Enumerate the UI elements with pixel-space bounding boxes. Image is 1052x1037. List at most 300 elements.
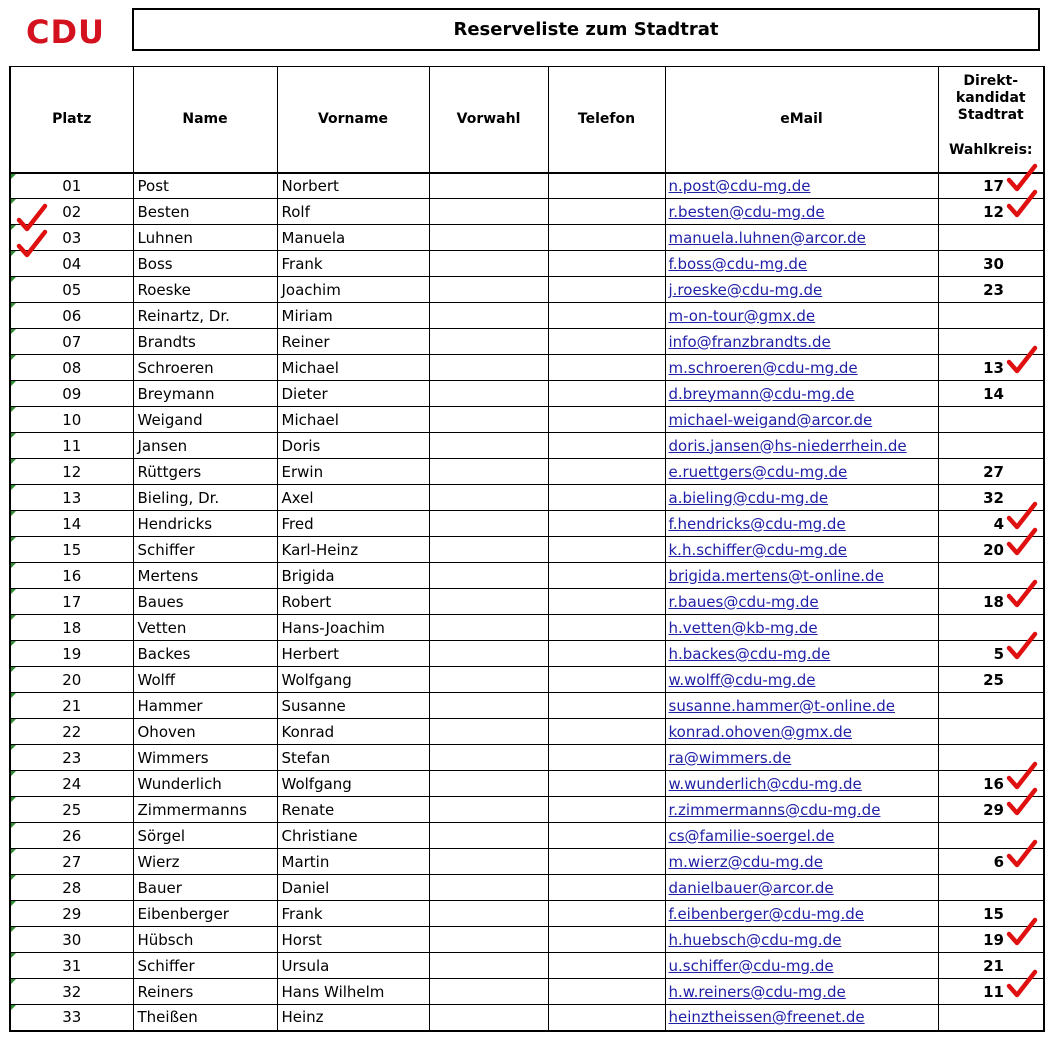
cell-platz: 28 <box>10 875 133 901</box>
cell-platz: 25 <box>10 797 133 823</box>
cell-telefon <box>548 953 665 979</box>
cell-vorname: Frank <box>277 901 429 927</box>
checkmark-stroke <box>1009 634 1035 657</box>
cell-vorwahl <box>429 875 548 901</box>
cell-name: Zimmermanns <box>133 797 277 823</box>
checkmark-icon <box>1006 579 1038 609</box>
cell-vorname: Wolfgang <box>277 667 429 693</box>
cell-name: Baues <box>133 589 277 615</box>
email-link[interactable]: heinztheissen@freenet.de <box>668 1008 865 1027</box>
cell-platz: 30 <box>10 927 133 953</box>
checkmark-icon <box>1006 917 1038 947</box>
cell-email <box>665 849 938 875</box>
cell-vorname: Michael <box>277 355 429 381</box>
checkmark-icon <box>1006 527 1038 557</box>
cell-wahlkreis: 25 <box>938 667 1044 693</box>
email-link[interactable]: n.post@cdu-mg.de <box>668 176 811 195</box>
cell-email <box>665 537 938 563</box>
cell-telefon <box>548 277 665 303</box>
checkmark-stroke <box>1009 842 1035 865</box>
checkmark-stroke <box>1009 920 1035 943</box>
cell-platz: 05 <box>10 277 133 303</box>
cell-vorwahl <box>429 199 548 225</box>
cell-email <box>665 693 938 719</box>
email-link[interactable]: h.backes@cdu-mg.de <box>668 644 831 663</box>
cell-telefon <box>548 355 665 381</box>
cell-name: Wimmers <box>133 745 277 771</box>
cell-email <box>665 667 938 693</box>
cell-name: Breymann <box>133 381 277 407</box>
header-vorname: Vorname <box>277 67 429 173</box>
header-vorwahl: Vorwahl <box>429 67 548 173</box>
cell-vorwahl <box>429 953 548 979</box>
table-row <box>10 433 1044 459</box>
cell-wahlkreis: 14 <box>938 381 1044 407</box>
table-row <box>10 979 1044 1005</box>
cell-platz: 23 <box>10 745 133 771</box>
cell-vorwahl <box>429 641 548 667</box>
cell-vorwahl <box>429 277 548 303</box>
cell-email <box>665 199 938 225</box>
checkmark-stroke <box>1009 530 1035 553</box>
table-row <box>10 693 1044 719</box>
cell-name: Wunderlich <box>133 771 277 797</box>
email-link[interactable]: w.wunderlich@cdu-mg.de <box>668 774 862 793</box>
cell-name: Reiners <box>133 979 277 1005</box>
cell-wahlkreis: 23 <box>938 277 1044 303</box>
cell-telefon <box>548 199 665 225</box>
cell-vorwahl <box>429 303 548 329</box>
cell-vorname: Rolf <box>277 199 429 225</box>
table-row <box>10 641 1044 667</box>
cell-telefon <box>548 745 665 771</box>
cell-wahlkreis: 17 <box>938 173 1044 199</box>
cell-email <box>665 875 938 901</box>
cell-vorwahl <box>429 693 548 719</box>
cdu-logo: CDU <box>26 13 106 51</box>
cell-telefon <box>548 459 665 485</box>
cell-vorname: Susanne <box>277 693 429 719</box>
header-wahlkreis: Wahlkreis: <box>948 142 1033 158</box>
cell-telefon <box>548 615 665 641</box>
email-link[interactable]: manuela.luhnen@arcor.de <box>668 228 866 247</box>
email-link[interactable]: ra@wimmers.de <box>668 748 792 767</box>
email-link[interactable]: m.schroeren@cdu-mg.de <box>668 358 858 377</box>
cell-vorname: Fred <box>277 511 429 537</box>
cell-vorwahl <box>429 719 548 745</box>
cell-platz: 10 <box>10 407 133 433</box>
email-link[interactable]: w.wolff@cdu-mg.de <box>668 670 816 689</box>
header-name: Name <box>133 67 277 173</box>
table-row <box>10 173 1044 199</box>
cell-platz: 22 <box>10 719 133 745</box>
cell-email <box>665 979 938 1005</box>
table-header-row <box>10 67 1044 173</box>
cell-email <box>665 771 938 797</box>
cell-telefon <box>548 901 665 927</box>
cell-email <box>665 953 938 979</box>
email-link[interactable]: u.schiffer@cdu-mg.de <box>668 956 834 975</box>
cell-vorname: Axel <box>277 485 429 511</box>
cell-name: Jansen <box>133 433 277 459</box>
cell-wahlkreis: 18 <box>938 589 1044 615</box>
table-row <box>10 355 1044 381</box>
table-row <box>10 953 1044 979</box>
checkmark-icon <box>1006 787 1038 817</box>
cell-platz: 15 <box>10 537 133 563</box>
table-row <box>10 771 1044 797</box>
email-link[interactable]: cs@familie-soergel.de <box>668 826 835 845</box>
cell-name: Vetten <box>133 615 277 641</box>
cell-vorname: Stefan <box>277 745 429 771</box>
cell-telefon <box>548 797 665 823</box>
cell-vorname: Hans Wilhelm <box>277 979 429 1005</box>
table-row <box>10 459 1044 485</box>
cell-vorwahl <box>429 745 548 771</box>
cell-telefon <box>548 1005 665 1031</box>
table-row <box>10 615 1044 641</box>
table-row <box>10 511 1044 537</box>
cell-name: Schiffer <box>133 953 277 979</box>
cell-vorwahl <box>429 225 548 251</box>
cell-wahlkreis: 20 <box>938 537 1044 563</box>
cell-wahlkreis: 16 <box>938 771 1044 797</box>
email-link[interactable]: doris.jansen@hs-niederrhein.de <box>668 436 907 455</box>
email-link[interactable]: m.wierz@cdu-mg.de <box>668 852 823 871</box>
cell-vorname: Martin <box>277 849 429 875</box>
header-direkt-line2: kandidat <box>955 90 1026 106</box>
cell-name: Hendricks <box>133 511 277 537</box>
cell-telefon <box>548 511 665 537</box>
cell-name: Eibenberger <box>133 901 277 927</box>
cell-platz: 16 <box>10 563 133 589</box>
cell-wahlkreis <box>938 719 1044 745</box>
cell-vorwahl <box>429 459 548 485</box>
cell-wahlkreis: 19 <box>938 927 1044 953</box>
cell-platz: 33 <box>10 1005 133 1031</box>
cell-email <box>665 511 938 537</box>
cell-vorwahl <box>429 173 548 199</box>
cell-telefon <box>548 173 665 199</box>
cell-vorwahl <box>429 823 548 849</box>
cell-vorwahl <box>429 433 548 459</box>
cell-wahlkreis: 5 <box>938 641 1044 667</box>
cell-platz: 18 <box>10 615 133 641</box>
table-row <box>10 589 1044 615</box>
cell-vorname: Norbert <box>277 173 429 199</box>
email-link[interactable]: susanne.hammer@t-online.de <box>668 696 896 715</box>
cell-name: Schiffer <box>133 537 277 563</box>
cell-vorname: Horst <box>277 927 429 953</box>
cell-email <box>665 381 938 407</box>
table-row <box>10 823 1044 849</box>
cell-vorwahl <box>429 381 548 407</box>
cell-email <box>665 641 938 667</box>
cell-vorwahl <box>429 797 548 823</box>
cell-telefon <box>548 485 665 511</box>
cell-wahlkreis <box>938 875 1044 901</box>
cell-vorname: Joachim <box>277 277 429 303</box>
cell-email <box>665 277 938 303</box>
cell-wahlkreis: 27 <box>938 459 1044 485</box>
cell-vorname: Ursula <box>277 953 429 979</box>
cell-telefon <box>548 225 665 251</box>
cell-wahlkreis <box>938 693 1044 719</box>
cell-name: Weigand <box>133 407 277 433</box>
cell-name: Hammer <box>133 693 277 719</box>
cell-wahlkreis: 13 <box>938 355 1044 381</box>
header-platz: Platz <box>10 67 133 173</box>
reserve-list-table <box>9 66 1045 1032</box>
cell-platz: 14 <box>10 511 133 537</box>
cell-name: Post <box>133 173 277 199</box>
cell-platz: 07 <box>10 329 133 355</box>
email-link[interactable]: f.eibenberger@cdu-mg.de <box>668 904 865 923</box>
cell-vorname: Doris <box>277 433 429 459</box>
cell-vorwahl <box>429 849 548 875</box>
cell-vorwahl <box>429 329 548 355</box>
cell-name: Besten <box>133 199 277 225</box>
cell-telefon <box>548 329 665 355</box>
cell-telefon <box>548 927 665 953</box>
cell-vorwahl <box>429 563 548 589</box>
cell-email <box>665 901 938 927</box>
table-row <box>10 251 1044 277</box>
cell-email <box>665 173 938 199</box>
cell-email <box>665 745 938 771</box>
checkmark-icon <box>1006 631 1038 661</box>
cell-telefon <box>548 589 665 615</box>
table-row <box>10 901 1044 927</box>
cell-platz: 27 <box>10 849 133 875</box>
table-row <box>10 381 1044 407</box>
cell-telefon <box>548 771 665 797</box>
email-link[interactable]: brigida.mertens@t-online.de <box>668 566 884 585</box>
cell-wahlkreis: 15 <box>938 901 1044 927</box>
email-link[interactable]: h.huebsch@cdu-mg.de <box>668 930 842 949</box>
cell-name: Schroeren <box>133 355 277 381</box>
cell-telefon <box>548 875 665 901</box>
cell-email <box>665 225 938 251</box>
cell-telefon <box>548 979 665 1005</box>
email-link[interactable]: h.w.reiners@cdu-mg.de <box>668 982 846 1001</box>
checkmark-stroke <box>1009 790 1035 813</box>
email-link[interactable]: e.ruettgers@cdu-mg.de <box>668 462 848 481</box>
cell-platz: 32 <box>10 979 133 1005</box>
table-row <box>10 875 1044 901</box>
cell-vorname: Herbert <box>277 641 429 667</box>
cell-email <box>665 615 938 641</box>
cell-vorname: Robert <box>277 589 429 615</box>
cell-vorwahl <box>429 511 548 537</box>
email-link[interactable]: f.boss@cdu-mg.de <box>668 254 808 273</box>
table-row <box>10 719 1044 745</box>
cell-platz: 24 <box>10 771 133 797</box>
email-link[interactable]: michael-weigand@arcor.de <box>668 410 873 429</box>
table-row <box>10 563 1044 589</box>
cell-wahlkreis: 12 <box>938 199 1044 225</box>
cell-vorwahl <box>429 1005 548 1031</box>
cell-vorwahl <box>429 901 548 927</box>
cell-email <box>665 563 938 589</box>
cell-telefon <box>548 693 665 719</box>
cell-vorname: Dieter <box>277 381 429 407</box>
table-row <box>10 225 1044 251</box>
cell-email <box>665 433 938 459</box>
email-link[interactable]: konrad.ohoven@gmx.de <box>668 722 852 741</box>
cell-vorname: Renate <box>277 797 429 823</box>
cell-email <box>665 303 938 329</box>
cell-vorname: Manuela <box>277 225 429 251</box>
cell-name: Sörgel <box>133 823 277 849</box>
cell-vorwahl <box>429 251 548 277</box>
cell-email <box>665 797 938 823</box>
checkmark-icon <box>1006 189 1038 219</box>
cell-platz: 01 <box>10 173 133 199</box>
cell-vorname: Wolfgang <box>277 771 429 797</box>
cell-wahlkreis: 29 <box>938 797 1044 823</box>
email-link[interactable]: h.vetten@kb-mg.de <box>668 618 818 637</box>
table-row <box>10 1005 1044 1031</box>
cell-email <box>665 589 938 615</box>
checkmark-stroke <box>19 206 45 229</box>
cell-platz: 21 <box>10 693 133 719</box>
cell-wahlkreis <box>938 433 1044 459</box>
cell-email <box>665 719 938 745</box>
cell-name: Wierz <box>133 849 277 875</box>
table-row <box>10 199 1044 225</box>
header-direkt-line1: Direkt- <box>963 73 1019 89</box>
cell-vorname: Christiane <box>277 823 429 849</box>
cell-name: Boss <box>133 251 277 277</box>
table-row <box>10 277 1044 303</box>
table-row <box>10 537 1044 563</box>
cell-name: Bieling, Dr. <box>133 485 277 511</box>
cell-email <box>665 823 938 849</box>
cell-telefon <box>548 849 665 875</box>
cell-platz: 06 <box>10 303 133 329</box>
cell-wahlkreis: 11 <box>938 979 1044 1005</box>
cell-vorname: Heinz <box>277 1005 429 1031</box>
header-email: eMail <box>665 67 938 173</box>
cell-vorname: Konrad <box>277 719 429 745</box>
cell-email <box>665 251 938 277</box>
cell-vorwahl <box>429 927 548 953</box>
table-row <box>10 849 1044 875</box>
cell-platz: 04 <box>10 251 133 277</box>
email-link[interactable]: r.baues@cdu-mg.de <box>668 592 819 611</box>
cell-wahlkreis: 4 <box>938 511 1044 537</box>
cell-telefon <box>548 537 665 563</box>
checkmark-stroke <box>1009 972 1035 995</box>
cell-vorname: Frank <box>277 251 429 277</box>
cell-name: Bauer <box>133 875 277 901</box>
cell-name: Mertens <box>133 563 277 589</box>
cell-telefon <box>548 303 665 329</box>
cell-vorname: Erwin <box>277 459 429 485</box>
cell-email <box>665 1005 938 1031</box>
email-link[interactable]: r.besten@cdu-mg.de <box>668 202 825 221</box>
cell-platz: 12 <box>10 459 133 485</box>
cell-vorwahl <box>429 615 548 641</box>
table-row <box>10 667 1044 693</box>
cell-platz: 09 <box>10 381 133 407</box>
cell-wahlkreis: 6 <box>938 849 1044 875</box>
table-row <box>10 745 1044 771</box>
cell-name: Rüttgers <box>133 459 277 485</box>
table-row <box>10 485 1044 511</box>
cell-wahlkreis: 21 <box>938 953 1044 979</box>
cell-name: Wolff <box>133 667 277 693</box>
cell-name: Hübsch <box>133 927 277 953</box>
checkmark-stroke <box>1009 348 1035 371</box>
cell-email <box>665 927 938 953</box>
table-row <box>10 407 1044 433</box>
table-row <box>10 927 1044 953</box>
cell-vorname: Daniel <box>277 875 429 901</box>
cell-vorwahl <box>429 589 548 615</box>
cell-platz: 20 <box>10 667 133 693</box>
cell-wahlkreis: 32 <box>938 485 1044 511</box>
checkmark-icon <box>1006 345 1038 375</box>
cell-telefon <box>548 381 665 407</box>
email-link[interactable]: a.bieling@cdu-mg.de <box>668 488 829 507</box>
cell-wahlkreis <box>938 1005 1044 1031</box>
email-link[interactable]: info@franzbrandts.de <box>668 332 831 351</box>
cell-platz: 26 <box>10 823 133 849</box>
checkmark-stroke <box>1009 192 1035 215</box>
email-link[interactable]: f.hendricks@cdu-mg.de <box>668 514 846 533</box>
cell-platz: 11 <box>10 433 133 459</box>
checkmark-stroke <box>1009 764 1035 787</box>
cell-platz: 13 <box>10 485 133 511</box>
cell-platz: 31 <box>10 953 133 979</box>
cell-telefon <box>548 407 665 433</box>
cell-vorwahl <box>429 407 548 433</box>
cell-email <box>665 355 938 381</box>
checkmark-icon <box>1006 969 1038 999</box>
email-link[interactable]: j.roeske@cdu-mg.de <box>668 280 823 299</box>
cell-vorwahl <box>429 979 548 1005</box>
email-link[interactable]: danielbauer@arcor.de <box>668 878 834 897</box>
cell-vorwahl <box>429 667 548 693</box>
checkmark-stroke <box>19 232 45 255</box>
header-direktkandidat <box>938 67 1044 173</box>
cell-platz: 03 <box>10 225 133 251</box>
email-link[interactable]: m-on-tour@gmx.de <box>668 306 816 325</box>
email-link[interactable]: k.h.schiffer@cdu-mg.de <box>668 540 848 559</box>
cell-telefon <box>548 667 665 693</box>
cell-name: Theißen <box>133 1005 277 1031</box>
cell-telefon <box>548 823 665 849</box>
checkmark-stroke <box>1009 582 1035 605</box>
checkmark-stroke <box>1009 504 1035 527</box>
cell-vorname: Michael <box>277 407 429 433</box>
cell-telefon <box>548 433 665 459</box>
cell-vorwahl <box>429 537 548 563</box>
cell-email <box>665 485 938 511</box>
checkmark-stroke <box>1009 166 1035 189</box>
cell-vorwahl <box>429 485 548 511</box>
cell-vorname: Reiner <box>277 329 429 355</box>
cell-telefon <box>548 563 665 589</box>
table-row <box>10 797 1044 823</box>
email-link[interactable]: r.zimmermanns@cdu-mg.de <box>668 800 881 819</box>
email-link[interactable]: d.breymann@cdu-mg.de <box>668 384 855 403</box>
header-telefon: Telefon <box>548 67 665 173</box>
cell-telefon <box>548 641 665 667</box>
checkmark-icon <box>1006 839 1038 869</box>
